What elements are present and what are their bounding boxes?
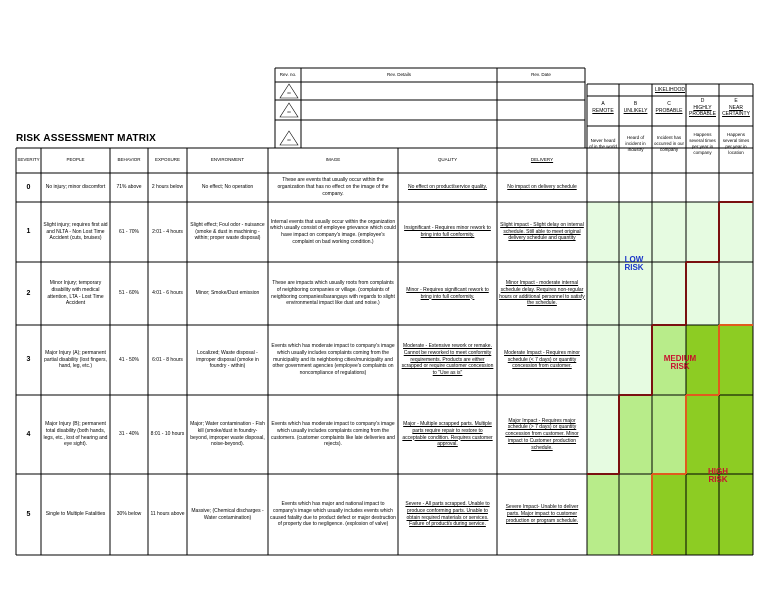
rev-date-header: Rev. Date — [531, 71, 551, 77]
likelihood-letter: C — [667, 101, 671, 108]
rev-marker: 00 — [287, 91, 291, 95]
severity-cell: 3 — [26, 356, 31, 364]
quality-header: QUALITY — [437, 157, 458, 163]
environment-cell: Major; Water contamination - Fish kill (smoke/dust in foundry-beyond, improper waste disposal, noise-beyond). — [190, 421, 265, 448]
image-cell: These are impacts which usually roots from complaints of neighboring companies or village. (complaints of neighboring companies/barangays with regards to slight environmental impact like dust and noise.) — [271, 280, 395, 307]
people-cell: Minor Injury; temporary disability with medical attention, LTA - Lost Time Accident — [47, 280, 104, 307]
likelihood-name: NEAR CERTAINTY — [722, 104, 750, 118]
delivery-header: DELIVERY — [530, 157, 554, 163]
image-cell: Events which has moderate impact to company's image which usually includes complaints coming from the municipality and its neighboring cities/municipality and other government agencies (employee's complaints on noncompliance of regulations) — [271, 343, 395, 377]
people-cell: Single to Multiple Fatalities — [45, 511, 106, 518]
severity-cell: 4 — [26, 430, 31, 438]
severity-cell: 5 — [26, 510, 31, 518]
likelihood-name: HIGHLY PROBABLE — [689, 104, 716, 118]
rev-marker: 00 — [287, 138, 291, 142]
exposure-cell: 8:01 - 10 hours — [150, 431, 185, 438]
delivery-cell: Major Impact - Requires major schedule (> 7 days) or quantity concession from customer. Minor impact to Customer production schedule. — [505, 417, 579, 451]
people-header: PEOPLE — [66, 157, 85, 163]
exposure-header: EXPOSURE — [154, 157, 180, 163]
likelihood-description: Incident has occurred in our company — [654, 134, 685, 153]
behavior-cell: 71% above — [116, 184, 142, 191]
behavior-cell: 41 - 50% — [118, 356, 139, 363]
quality-cell: Moderate - Extensive rework or remake. Cannot be reworked to meet conformity requirements. Products are either scrapped or require customer concession to "Use as is" — [401, 343, 494, 377]
behavior-cell: 61 - 70% — [118, 228, 139, 235]
high-risk-label: HIGH RISK — [708, 467, 728, 484]
rev-marker: 00 — [287, 110, 291, 114]
delivery-cell: Severe Impact- Unable to deliver parts. Major impact to customer production or program schedule. — [505, 504, 579, 524]
people-cell: Major Injury (A); permanent partial disability (lost fingers, hand, leg, etc.) — [44, 349, 107, 370]
environment-cell: Slight effect; Foul odor - nuisance (smoke & dust in machining - within; proper waste disposal) — [190, 221, 265, 242]
exposure-cell: 2 hours below — [151, 184, 184, 191]
exposure-cell: 6:01 - 8 hours — [152, 356, 183, 363]
environment-cell: Massive; (Chemical discharges - Water contamination) — [191, 507, 264, 521]
likelihood-name: PROBABLE — [655, 108, 683, 114]
exposure-cell: 11 hours above — [150, 511, 185, 518]
medium-risk-label: MEDIUM RISK — [663, 354, 697, 371]
likelihood-description: Happens several times per year in company — [689, 131, 716, 156]
rev-details-header: Rev. Details — [387, 71, 411, 77]
behavior-cell: 31 - 40% — [118, 431, 139, 438]
likelihood-name: REMOTE — [592, 108, 614, 114]
environment-cell: No effect; No operation — [201, 184, 254, 191]
delivery-cell: Moderate Impact - Requires minor schedule (< 7 days) or quantity concession from customer. — [504, 349, 580, 370]
exposure-cell: 4:01 - 6 hours — [152, 290, 183, 297]
delivery-cell: Minor Impact - moderate internal schedule delay. Requires non-regular hours or additional personnel to satisfy the schedule. — [499, 280, 585, 307]
people-cell: No injury; minor discomfort — [45, 184, 106, 191]
likelihood-letter: E — [734, 97, 738, 104]
image-cell: Internal events that usually occur within the organization which usually consist of employee grievance which could have impact on company's image. (employee's complaint on bad working condition.) — [270, 218, 396, 245]
image-header: IMAGE — [325, 157, 341, 163]
behavior-cell: 51 - 60% — [118, 290, 139, 297]
quality-cell: Minor - Requires significant rework to bring into full conformity. — [406, 286, 489, 300]
page-title: RISK ASSESSMENT MATRIX — [16, 133, 156, 144]
quality-cell: Major - Multiple scrapped parts. Multiple parts require repair to restore to acceptable condition. Requires customer approval. — [402, 421, 493, 448]
behavior-header: BEHAVIOR — [117, 157, 141, 163]
severity-cell: 2 — [26, 289, 31, 297]
likelihood-letter: B — [633, 101, 638, 108]
likelihood-title: LIKELIHOOD — [654, 86, 685, 93]
severity-cell: 1 — [26, 228, 31, 236]
people-cell: Slight injury; requires first aid and NLTA - Non Lost Time Accident (cuts, bruises) — [43, 221, 108, 242]
quality-cell: No effect on product/service quality. — [407, 184, 488, 191]
environment-cell: Minor; Smoke/Dust emission — [195, 290, 260, 297]
exposure-cell: 2:01 - 4 hours — [152, 228, 183, 235]
likelihood-description: Never heard of in the world — [589, 137, 618, 149]
delivery-cell: Slight impact - Slight delay on internal schedule. Still able to meet original delivery schedule and quantity — [500, 221, 584, 242]
delivery-cell: No impact on delivery schedule — [507, 184, 577, 191]
image-cell: These are events that usually occur within the organization that has no effect on the image of the company. — [277, 177, 389, 197]
environment-header: ENVIRONMENT — [210, 157, 245, 163]
quality-cell: Severe - All parts scrapped. Unable to produce conforming parts. Unable to obtain required materials or services. Failure of product/s during service. — [405, 501, 490, 528]
behavior-cell: 30% below — [116, 511, 142, 518]
likelihood-letter: D — [700, 97, 705, 104]
likelihood-letter: A — [601, 101, 605, 108]
environment-cell: Localized; Waste disposal - improper disposal (smoke in foundry - within) — [196, 349, 259, 370]
likelihood-description: Heard of incident in Industry — [625, 134, 646, 153]
likelihood-description: Happens several times per year in location — [722, 131, 750, 156]
image-cell: Events which has major and national impact to company's image which usually includes events which caused fatality due to product defect or major destruction of property due to negligence. (explosion of valve) — [270, 501, 396, 528]
quality-cell: Insignificant - Requires minor rework to bring into full conformity. — [404, 225, 491, 238]
rev-no-header: Rev. no. — [279, 71, 297, 77]
severity-cell: 0 — [26, 183, 31, 191]
low-risk-label: LOW RISK — [624, 255, 644, 272]
people-cell: Major Injury (B); permanent total disability (both hands, legs, etc., lost of hearing and eye sight). — [43, 421, 108, 448]
image-cell: Events which has moderate impact to company's image which usually includes complaints coming from the customers. (customer complaints like late deliveries and rejects). — [271, 421, 395, 448]
likelihood-name: UNLIKELY — [623, 108, 648, 114]
severity-header: SEVERITY — [17, 157, 40, 163]
